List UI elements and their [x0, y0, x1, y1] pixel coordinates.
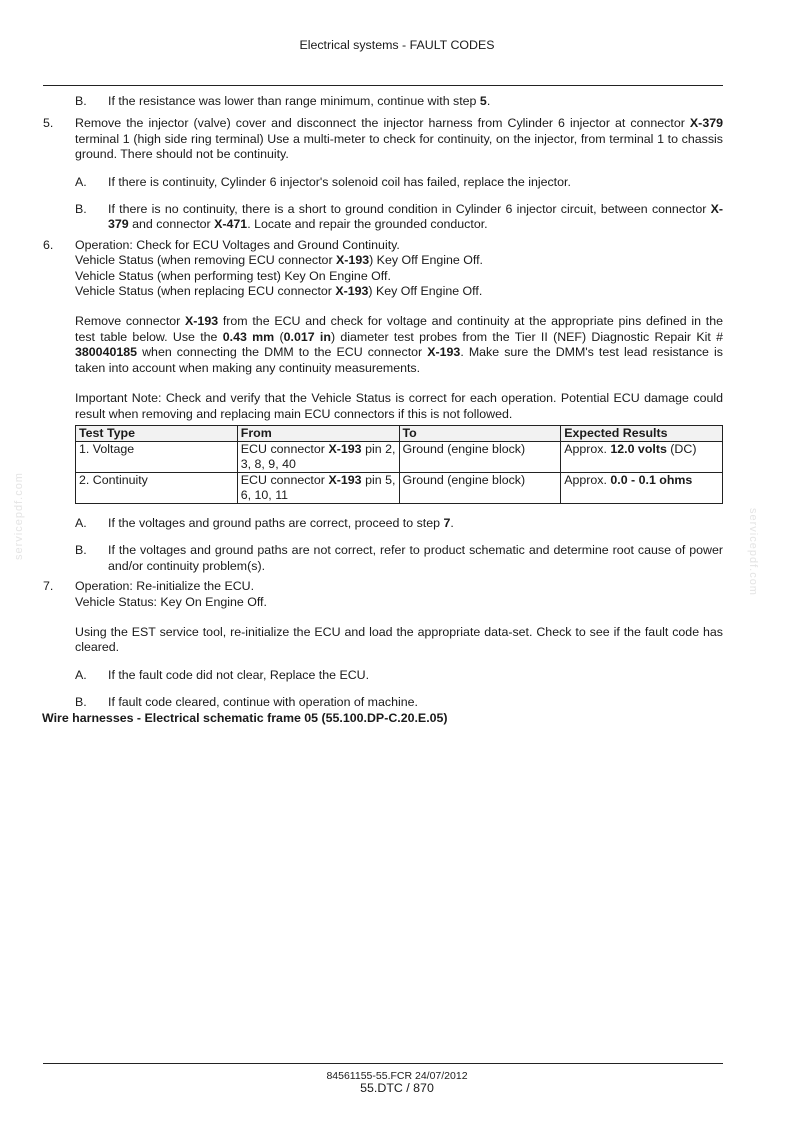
footer-rule [43, 1063, 723, 1064]
expected-value: 12.0 volts [610, 441, 667, 456]
step-number: 5. [43, 116, 54, 131]
cell-to: Ground (engine block) [399, 441, 561, 472]
sub-letter: B. [75, 202, 87, 217]
sub-letter: A. [75, 667, 87, 682]
para-text: when connecting the DMM to the ECU connector [137, 345, 428, 360]
sub-text: If there is no continuity, there is a short to ground condition in Cylinder 6 injector circuit, between connector [108, 202, 711, 217]
table-header: From [237, 425, 399, 441]
sub-text: If fault code cleared, continue with operation of machine. [108, 695, 418, 710]
table-row [76, 441, 723, 472]
cell-text: Approx. [564, 441, 611, 456]
step-number: 6. [43, 237, 54, 252]
sub-letter: A. [75, 515, 87, 530]
para-text: Remove connector [75, 314, 186, 329]
watermark-left: servicepdf.com [13, 472, 25, 560]
sub-letter: A. [75, 174, 87, 189]
step-text: Remove the injector (valve) cover and disconnect the injector harness from Cylinder 6 injector at connector [75, 116, 690, 131]
connector-code: X-193 [328, 441, 362, 456]
sub-end: . [450, 515, 454, 530]
cell-expected [561, 472, 723, 503]
cell-text: ECU connector [240, 472, 329, 487]
step-ref: 5 [479, 94, 487, 108]
sub-text: If the fault code did not clear, Replace the ECU. [108, 667, 370, 682]
step-7-sub-b [43, 695, 723, 710]
cell-test-type: 1. Voltage [76, 441, 238, 472]
cell-text: ECU connector [240, 441, 329, 456]
connector-code: X-193 [185, 314, 219, 329]
cell-from [237, 441, 399, 472]
vehicle-status-3 [75, 284, 723, 299]
sub-letter: B. [75, 94, 87, 108]
status-text: Vehicle Status (when removing ECU connector [75, 253, 337, 268]
sub-letter: B. [75, 543, 87, 558]
vehicle-status-1 [75, 253, 723, 268]
para-text: ) diameter test probes from the Tier II (NEF) Diagnostic Repair Kit # [330, 329, 724, 344]
test-table [75, 425, 723, 504]
expected-value: 0.0 - 0.1 ohms [610, 472, 693, 487]
status-text-end: ) Key Off Engine Off. [369, 253, 483, 268]
sub-text: If the resistance was lower than range minimum, continue with step [108, 94, 480, 108]
cell-to: Ground (engine block) [399, 472, 561, 503]
cell-from [237, 472, 399, 503]
status-text: Vehicle Status (when replacing ECU connector [75, 284, 336, 299]
table-row [76, 472, 723, 503]
sub-text-cont: and connector [128, 217, 215, 232]
vehicle-status-2: Vehicle Status (when performing test) Key On Engine Off. [75, 268, 391, 283]
step-5-sub-a [43, 175, 723, 190]
probe-size-mm: 0.43 mm [222, 329, 275, 344]
important-note: Important Note: Check and verify that the Vehicle Status is correct for each operation. Potential ECU damage could result when removing and replacing main ECU connectors if this is not followed. [75, 391, 723, 421]
connector-code: X-193 [427, 345, 461, 360]
table-header: Expected Results [561, 425, 723, 441]
page-header: Electrical systems - FAULT CODES [299, 38, 495, 52]
para-text: ( [274, 329, 284, 344]
sub-letter: B. [75, 695, 87, 710]
operation-line: Operation: Re-initialize the ECU. [75, 579, 255, 594]
step-6-instructions [75, 314, 723, 376]
sub-text: If the voltages and ground paths are correct, proceed to step [108, 515, 444, 530]
connector-code: X-471 [214, 217, 248, 232]
para-text: . Make sure the DMM's test lead resistance is taken into account when making any continuity measurements. [75, 345, 723, 375]
step-7-instructions: Using the EST service tool, re-initialize the ECU and load the appropriate data-set. Check to see if the fault code has cleared. [75, 624, 723, 655]
step-6-sub-a [43, 516, 723, 531]
cell-text: (DC) [666, 441, 697, 456]
section-title-link[interactable]: Wire harnesses - Electrical schematic frame 05 (55.100.DP-C.20.E.05) [42, 710, 448, 725]
step-ref: 7 [443, 515, 451, 530]
step-4-sub-b [43, 94, 723, 109]
connector-code: X-193 [335, 284, 369, 299]
kit-number: 380040185 [75, 345, 138, 360]
vehicle-status: Vehicle Status: Key On Engine Off. [75, 594, 267, 609]
table-header: Test Type [76, 425, 238, 441]
sub-end: . [486, 94, 491, 108]
step-number: 7. [43, 579, 54, 594]
cell-text: pin 2, 3, 8, 9, 40 [240, 441, 396, 471]
table-header-row [76, 425, 723, 441]
watermark-right: servicepdf.com [747, 508, 759, 596]
step-7-sub-a [43, 668, 723, 683]
connector-code: X-193 [328, 472, 362, 487]
footer-page-number: 55.DTC / 870 [360, 1081, 434, 1095]
status-text-end: ) Key Off Engine Off. [368, 284, 483, 299]
para-text: from the ECU and check for voltage and continuity at the appropriate pins defined in the test table below. Use the [75, 314, 723, 344]
header-rule [43, 85, 723, 86]
cell-test-type: 2. Continuity [76, 472, 238, 503]
step-text-cont: terminal 1 (high side ring terminal) Use a multi-meter to check for continuity, on the injector, from terminal 1 to chassis ground. There should not be continuity. [75, 131, 723, 162]
probe-size-in: 0.017 in [283, 329, 331, 344]
step-6-sub-b [43, 543, 723, 574]
step-5 [43, 116, 723, 162]
connector-code: X-379 [689, 116, 723, 131]
cell-text: pin 5, 6, 10, 11 [240, 472, 396, 502]
connector-code: X-379 [108, 202, 723, 232]
sub-text: If the voltages and ground paths are not correct, refer to product schematic and determine root cause of power and/or continuity problem(s). [108, 543, 723, 573]
step-6 [43, 238, 723, 504]
table-header: To [399, 425, 561, 441]
step-7 [43, 579, 723, 656]
cell-expected [561, 441, 723, 472]
document-body [43, 94, 723, 726]
step-5-sub-b [43, 202, 723, 233]
footer-document-code: 84561155-55.FCR 24/07/2012 [326, 1070, 468, 1082]
cell-text: Approx. [564, 472, 611, 487]
sub-text-end: . Locate and repair the grounded conductor. [247, 217, 488, 232]
operation-line: Operation: Check for ECU Voltages and Ground Continuity. [75, 237, 400, 252]
sub-text: If there is continuity, Cylinder 6 injector's solenoid coil has failed, replace the injector. [108, 174, 571, 189]
connector-code: X-193 [336, 253, 370, 268]
